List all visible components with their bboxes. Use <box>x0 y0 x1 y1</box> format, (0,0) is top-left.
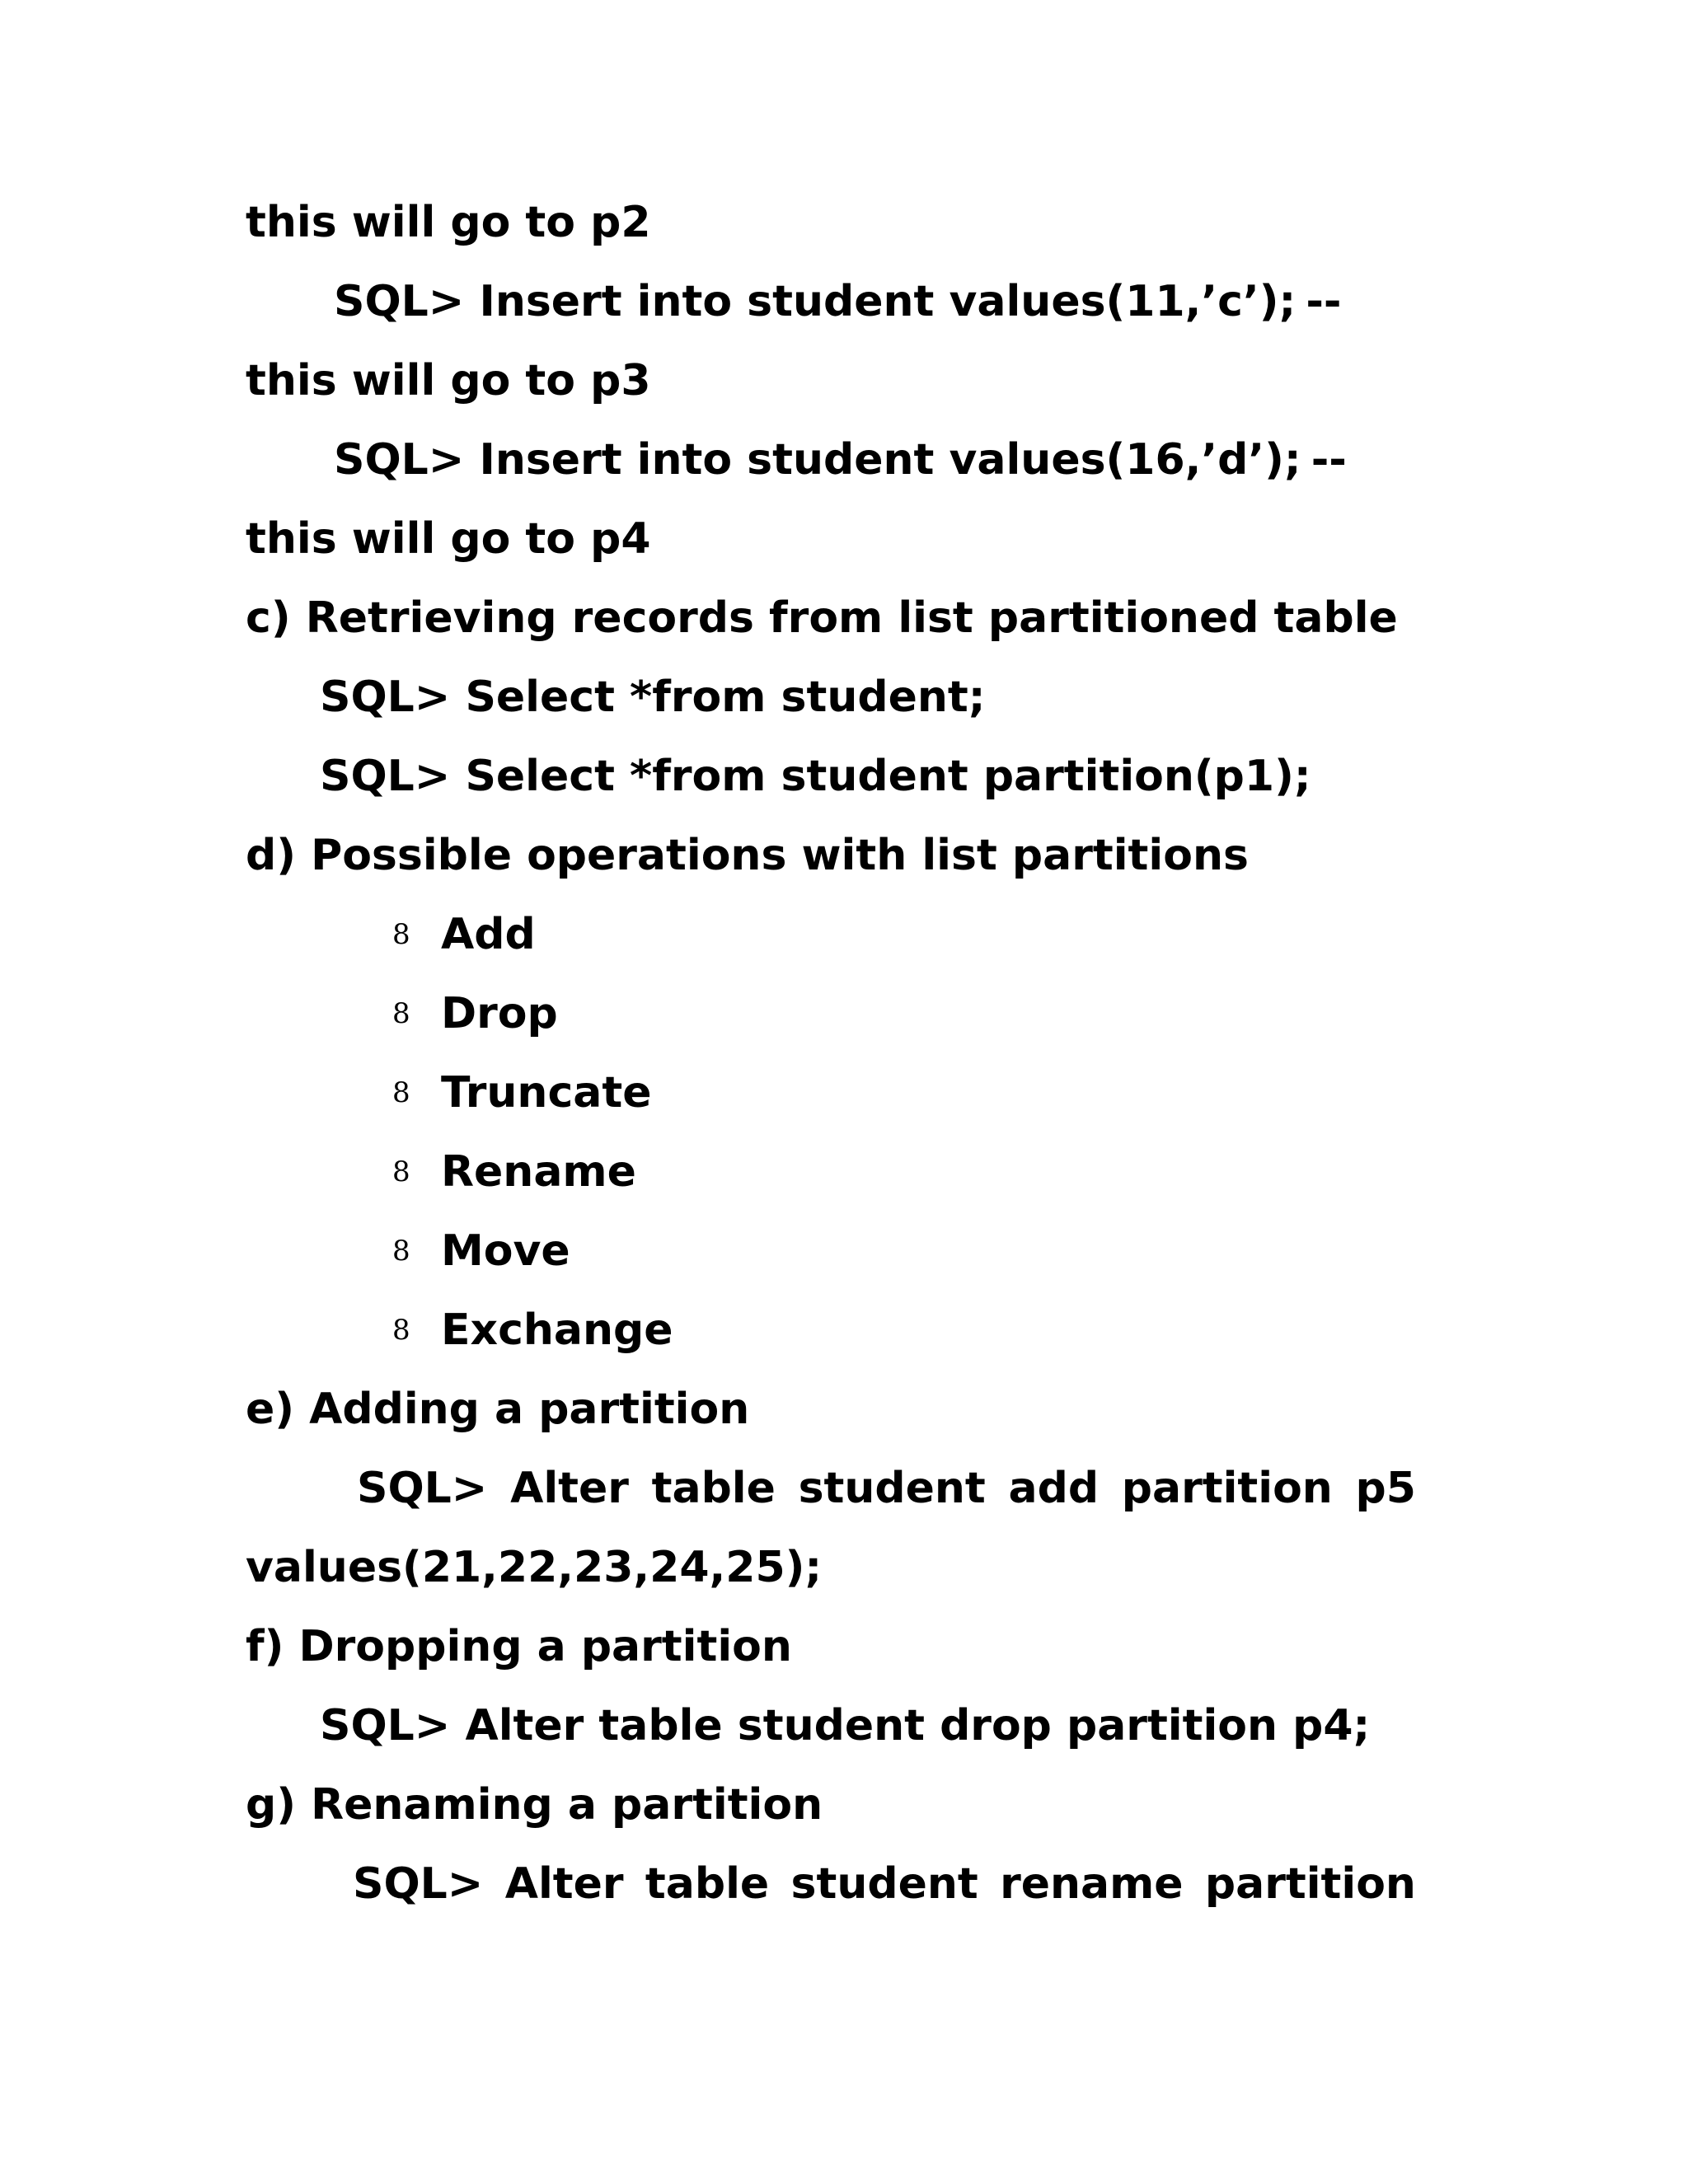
section-heading: d) Possible operations with list partitions <box>246 831 1249 880</box>
bullet-icon: 8 <box>392 1235 410 1268</box>
section-heading: g) Renaming a partition <box>246 1780 823 1830</box>
word: rename <box>1000 1859 1184 1909</box>
bullet-icon: 8 <box>392 918 410 951</box>
section-heading: f) Dropping a partition <box>246 1622 792 1671</box>
word: Alter <box>510 1464 629 1513</box>
word: SQL> <box>357 1464 488 1513</box>
word: table <box>645 1859 770 1909</box>
sql-line: SQL> Select *from student; <box>320 673 986 722</box>
bullet-icon: 8 <box>392 1314 410 1347</box>
sql-line-justified <box>357 1462 1416 1515</box>
text-line: values(21,22,23,24,25); <box>246 1543 823 1592</box>
list-item: Move <box>441 1226 570 1276</box>
word: SQL> <box>353 1859 484 1909</box>
bullet-icon: 8 <box>392 1076 410 1109</box>
word: student <box>798 1464 986 1513</box>
bullet-icon: 8 <box>392 1155 410 1188</box>
list-item: Truncate <box>441 1068 652 1118</box>
text-line: this will go to p4 <box>246 514 651 564</box>
bullet-icon: 8 <box>392 997 410 1030</box>
sql-line: SQL> Select *from student partition(p1); <box>320 752 1311 801</box>
sql-line <box>334 434 1347 486</box>
word: p5 <box>1355 1464 1416 1513</box>
comment-dash: -- <box>1311 435 1347 485</box>
list-item: Exchange <box>441 1305 673 1355</box>
word: student <box>790 1859 978 1909</box>
comment-dash: -- <box>1306 277 1342 326</box>
list-item: Drop <box>441 989 558 1038</box>
section-heading: c) Retrieving records from list partitioned table <box>246 593 1398 643</box>
text-line: this will go to p3 <box>246 356 651 405</box>
word: add <box>1008 1464 1100 1513</box>
list-item: Rename <box>441 1147 636 1197</box>
sql-line: SQL> Alter table student drop partition p4; <box>320 1701 1371 1750</box>
sql-text: SQL> Insert into student values(11,’c’); <box>334 277 1296 326</box>
sql-line-justified <box>353 1858 1416 1910</box>
section-heading: e) Adding a partition <box>246 1385 750 1434</box>
word: partition <box>1121 1464 1333 1513</box>
word: table <box>651 1464 776 1513</box>
word: partition <box>1204 1859 1416 1909</box>
sql-line <box>334 275 1341 328</box>
sql-text: SQL> Insert into student values(16,’d’); <box>334 435 1301 485</box>
list-item: Add <box>441 910 536 959</box>
word: Alter <box>504 1859 624 1909</box>
text-line: this will go to p2 <box>246 198 651 247</box>
